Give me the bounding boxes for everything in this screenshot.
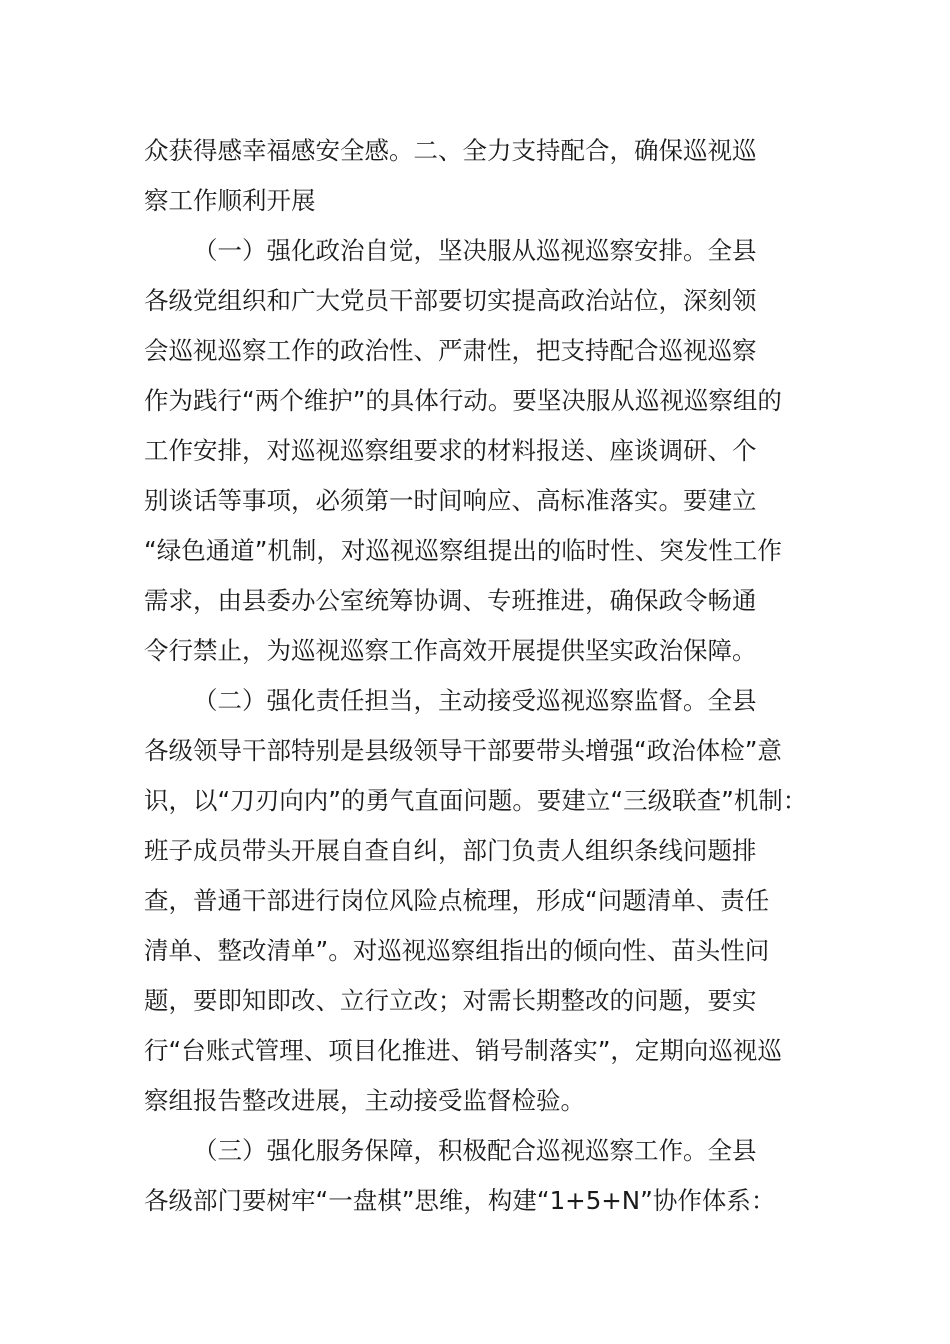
text-line: 会巡视巡察工作的政治性、严肃性，把支持配合巡视巡察 xyxy=(144,336,757,365)
text-line: 查，普通干部进行岗位风险点梳理，形成“问题清单、责任 xyxy=(144,886,770,915)
text-line: 察组报告整改进展，主动接受监督检验。 xyxy=(144,1086,585,1115)
document-body xyxy=(144,126,834,1226)
section-heading-line: （二）强化责任担当，主动接受巡视巡察监督。全县 xyxy=(193,686,757,715)
text-line: 工作安排，对巡视巡察组要求的材料报送、座谈调研、个 xyxy=(144,436,757,465)
text-line: 行“台账式管理、项目化推进、销号制落实”，定期向巡视巡 xyxy=(144,1036,782,1065)
text-line: 察工作顺利开展 xyxy=(144,186,316,215)
text-line: 作为践行“两个维护”的具体行动。要坚决服从巡视巡察组的 xyxy=(144,386,782,415)
text-line: 令行禁止，为巡视巡察工作高效开展提供坚实政治保障。 xyxy=(144,636,757,665)
text-line: 各级党组织和广大党员干部要切实提高政治站位，深刻领 xyxy=(144,286,757,315)
text-line: 班子成员带头开展自查自纠，部门负责人组织条线问题排 xyxy=(144,836,757,865)
text-line: 各级领导干部特别是县级领导干部要带头增强“政治体检”意 xyxy=(144,736,782,765)
text-line: 各级部门要树牢“一盘棋”思维，构建“1+5+N”协作体系： xyxy=(144,1186,776,1215)
section-heading-line: （三）强化服务保障，积极配合巡视巡察工作。全县 xyxy=(193,1136,757,1165)
text-line: 众获得感幸福感安全感。二、全力支持配合，确保巡视巡 xyxy=(144,136,757,165)
text-line: 需求，由县委办公室统筹协调、专班推进，确保政令畅通 xyxy=(144,586,757,615)
text-line: 题，要即知即改、立行立改；对需长期整改的问题，要实 xyxy=(144,986,757,1015)
text-line: “绿色通道”机制，对巡视巡察组提出的临时性、突发性工作 xyxy=(144,536,782,565)
text-line: 别谈话等事项，必须第一时间响应、高标准落实。要建立 xyxy=(144,486,757,515)
section-heading-line: （一）强化政治自觉，坚决服从巡视巡察安排。全县 xyxy=(193,236,757,265)
text-line: 识，以“刀刃向内”的勇气直面问题。要建立“三级联查”机制： xyxy=(144,786,808,815)
text-line: 清单、整改清单”。对巡视巡察组指出的倾向性、苗头性问 xyxy=(144,936,770,965)
